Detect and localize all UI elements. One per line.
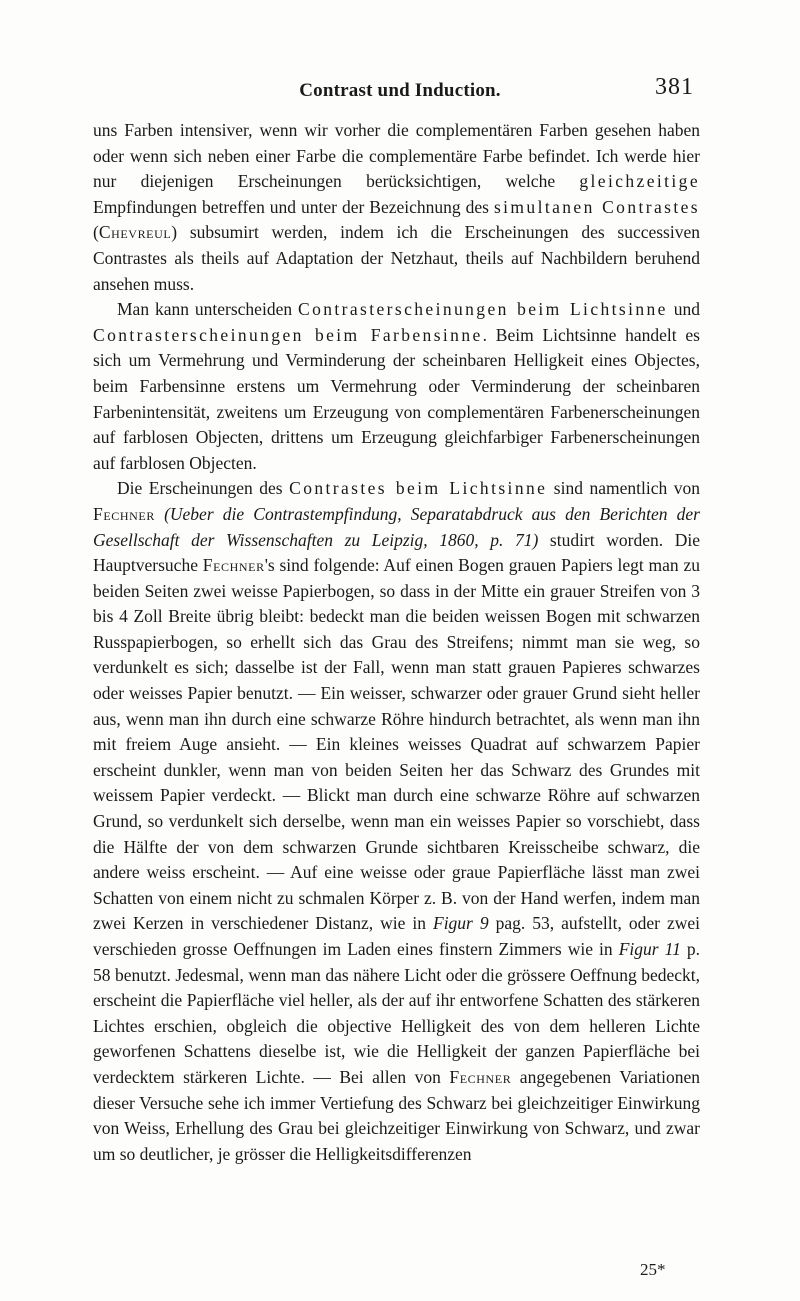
text-run (155, 504, 164, 524)
text-run: Die Erscheinungen des (117, 478, 290, 499)
paragraph (93, 297, 700, 476)
small-caps-name: Fechner (93, 503, 155, 524)
spaced-text: Contrasterscheinungen beim Lichtsinne (298, 299, 668, 320)
italic-text: (Ueber die Contrastempfindung, Separatabdruck aus den Berichten der Gesellschaft der Wissenschaften zu Leipzig, 1860, p. 71) (93, 503, 700, 550)
paragraph (93, 476, 700, 1167)
spaced-text: gleichzeitige (579, 171, 700, 192)
text-run: ( (93, 222, 99, 243)
text-run: pag. 53, aufstellt, oder zwei verschieden grosse Oeffnungen im Laden eines finstern Zimmers wie in (93, 913, 700, 959)
small-caps-name: Fechner (449, 1066, 512, 1087)
small-caps-name: Chevreul (98, 222, 172, 243)
paragraph (93, 118, 700, 297)
page-number: 381 (655, 74, 694, 100)
body-text (93, 118, 700, 1167)
text-run: 's sind folgende: Auf einen Bogen grauen Papiers legt man zu beiden Seiten zwei weisse Papierbogen, so dass in der Mitte ein grauer Streifen von 3 bis 4 Zoll Breite übrig bleibt: bedeckt man die beiden weissen Bogen mit schwarzen Russpapierbogen, so erhellt sich das Grau des Streifens; nimmt man sie weg, so verdunkelt es sich; dasselbe ist der Fall, wenn man statt grauen Papieres schwarzes oder weisses Papier benutzt. — Ein weisser, schwarzer oder grauer Grund sieht heller aus, wenn man ihn durch eine schwarze Röhre hindurch betrachtet, als wenn man ihn mit freiem Auge ansieht. — Ein kleines weisses Quadrat auf schwarzem Papier erscheint dunkler, wenn man von beiden Seiten her das Schwarz des Grundes mit weissem Papier verdeckt. — Blickt man durch eine schwarze Röhre auf schwarzen Grund, so verdunkelt sich derselbe, wenn man ein weisses Papier so vorschiebt, dass die Hälfte der von dem schwarzen Grunde sichtbaren Kreisscheibe schwarz, die andere weiss erscheint. — Auf eine weisse oder graue Papierfläche lässt man zwei Schatten von einem nicht zu schmalen Körper z. B. von der Hand werfen, indem man zwei Kerzen in verschiedener Distanz, wie in (93, 555, 700, 934)
text-run: Empfindungen betreffen und unter der Bezeichnung des (93, 196, 494, 217)
text-run: p. 58 benutzt. Jedesmal, wenn man das nähere Licht oder die grössere Oeffnung bedeckt, erscheint die Papierfläche viel heller, als der auf ihr entworfene Schatten des stärkeren Lichtes erschien, obgleich die objective Helligkeit des von dem helleren Lichte geworfenen Schattens dieselbe ist, wie die Helligkeit der ganzen Papierfläche bei verdecktem stärkeren Lichte. — Bei allen von (93, 939, 700, 1087)
spaced-text: Contrasterscheinungen beim Farbensinne (93, 324, 483, 345)
text-run: und (667, 299, 700, 320)
running-title: Contrast und Induction. (299, 80, 501, 101)
text-run: studirt worden. Die Hauptversuche (93, 529, 700, 576)
page-header (0, 74, 800, 104)
text-run: ) subsumirt werden, indem ich die Erscheinungen des successiven Contrastes als theils auf Adaptation der Netzhaut, theils auf Nachbildern beruhend ansehen muss. (93, 222, 700, 294)
italic-text: Figur 9 (433, 913, 489, 934)
text-run: sind namentlich von (547, 478, 700, 499)
italic-text: Figur 11 (618, 939, 681, 959)
text-run: uns Farben intensiver, wenn wir vorher die complementären Farben gesehen haben oder wenn sich neben einer Farbe die complementäre Farbe befindet. Ich werde hier nur diejenigen Erscheinungen berücksichtigen, welche (93, 120, 700, 192)
text-run: Man kann unterscheiden (117, 299, 298, 320)
text-run: . Beim Lichtsinne handelt es sich um Vermehrung und Verminderung der scheinbaren Helligkeit eines Objectes, beim Farbensinne erstens um Vermehrung oder Verminderung der scheinbaren Farbenintensität, zweitens um Erzeugung von complementären Farbenerscheinungen auf farblosen Objecten, drittens um Erzeugung gleichfarbiger Farbenerscheinungen auf farblosen Objecten. (93, 324, 700, 473)
small-caps-name: Fechner (202, 555, 265, 576)
spaced-text: simultanen Contrastes (493, 196, 700, 217)
text-run: angegebenen Variationen dieser Versuche sehe ich immer Vertiefung des Schwarz bei gleichzeitiger Einwirkung von Weiss, Erhellung des Grau bei gleichzeitiger Einwirkung von Schwarz, und zwar um so deutlicher, je grösser die Helligkeitsdifferenzen (93, 1066, 700, 1164)
signature-mark: 25* (640, 1260, 666, 1279)
spaced-text: Contrastes beim Lichtsinne (289, 478, 548, 499)
